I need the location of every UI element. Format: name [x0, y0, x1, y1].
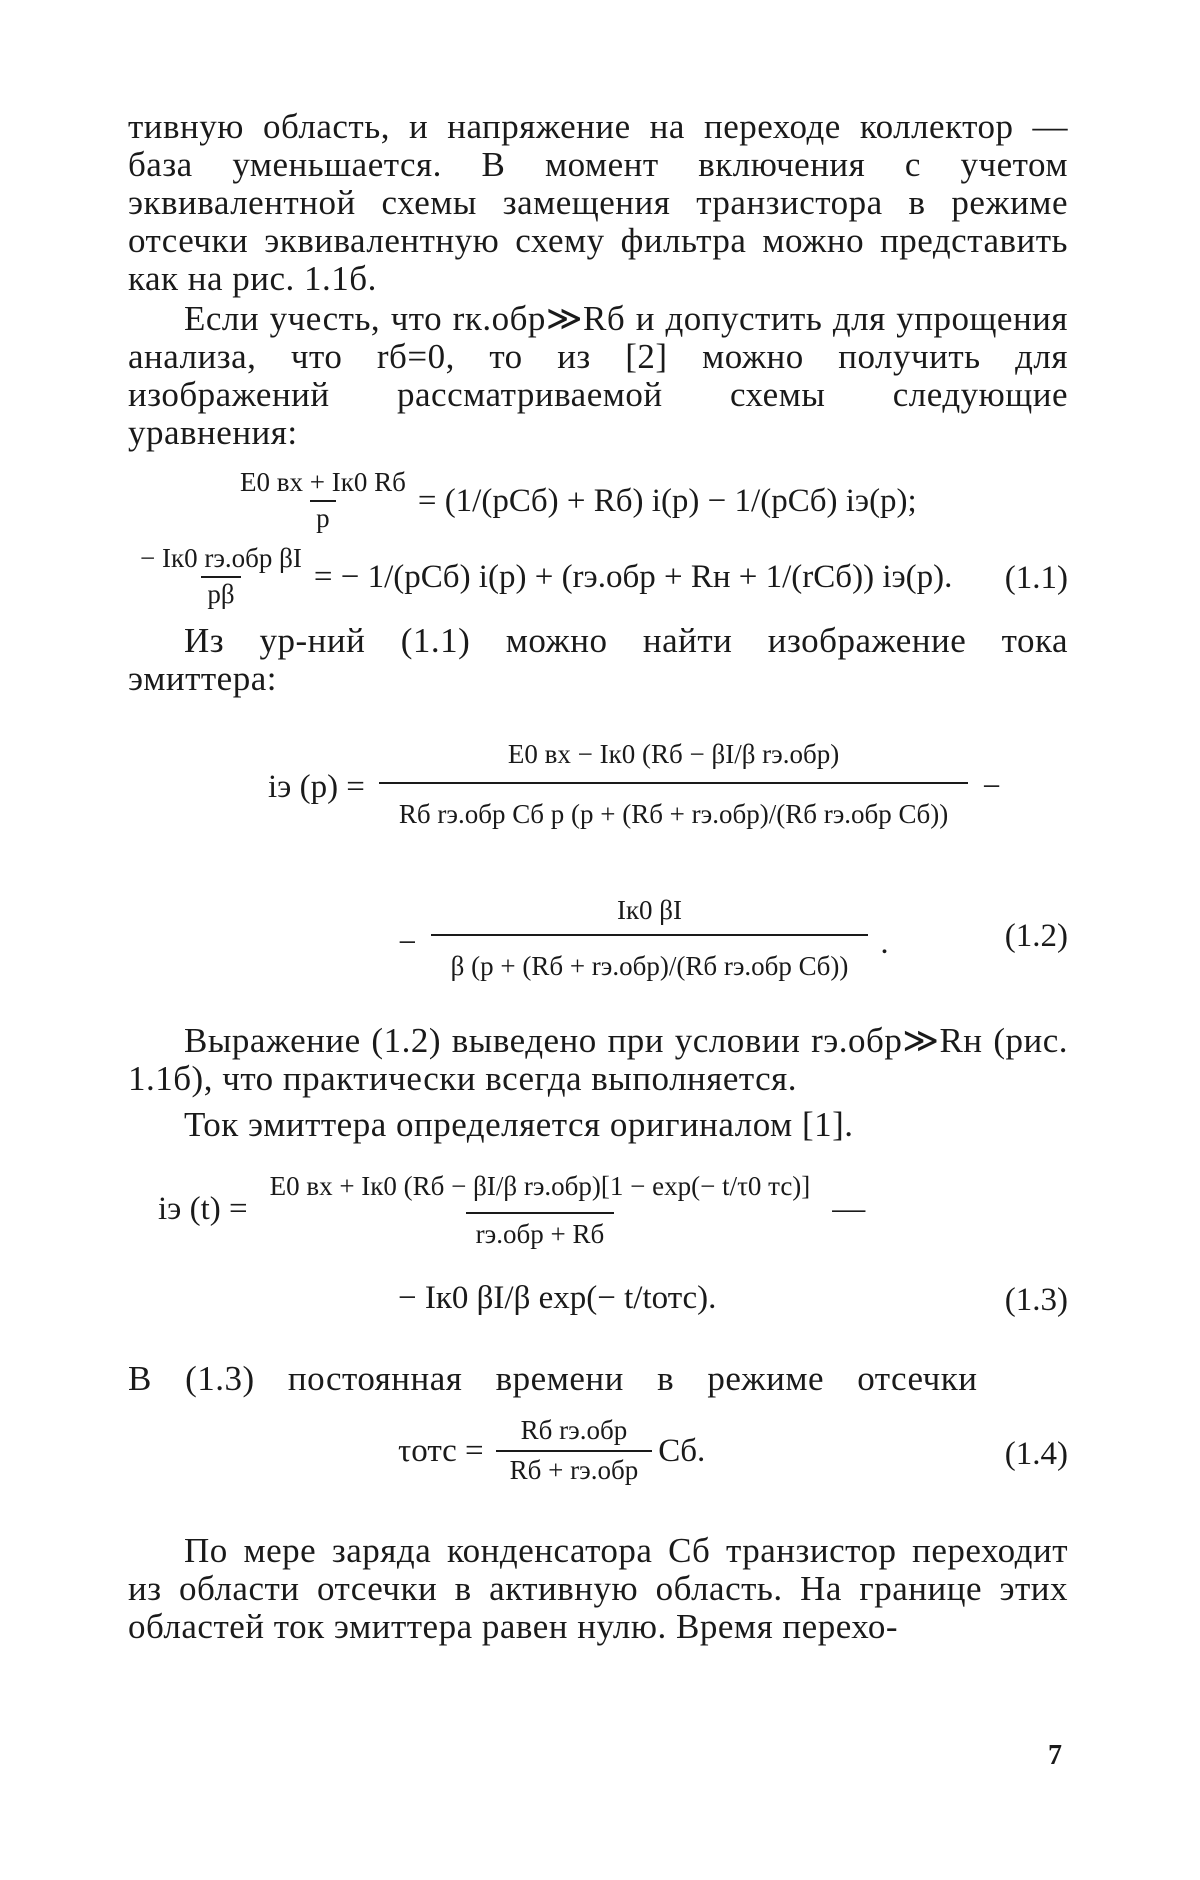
eq-1-4-den: Rб + rэ.обр	[496, 1450, 653, 1490]
page-content	[128, 108, 1068, 1646]
equation-1-2-line-2	[398, 888, 889, 998]
equation-1-3-line-1	[158, 1162, 865, 1256]
eq-1-4-lhs: τотс =	[398, 1432, 484, 1469]
eq-1-1-lhs-fraction	[234, 466, 412, 536]
eq-1-2-term-2-den: β (p + (Rб + rэ.обр)/(Rб rэ.обр Cб))	[431, 934, 869, 998]
eq-1-4-fraction	[496, 1412, 653, 1490]
paragraph-6: В (1.3) постоянная времени в режиме отсечки	[128, 1359, 978, 1398]
equation-number-1-1: (1.1)	[1004, 560, 1068, 596]
eq-1-1-line-1-rhs: = (1/(pCб) + Rб) i(p) − 1/(pCб) iэ(p);	[417, 482, 917, 519]
minus-sign-2: −	[398, 924, 417, 961]
equation-number-1-3: (1.3)	[1004, 1282, 1068, 1318]
equation-number-1-2: (1.2)	[1004, 918, 1068, 954]
eq-1-3-fraction	[260, 1162, 821, 1256]
equation-1-1-line-1	[228, 466, 917, 536]
minus-sign-3: —	[832, 1190, 866, 1227]
eq-1-1-line-2-lhs-num: − Iк0 rэ.обр βI	[140, 543, 302, 573]
equation-1-4-line	[398, 1412, 705, 1490]
eq-1-1-line-2-lhs-den: pβ	[201, 576, 240, 612]
eq-1-1-line-2-rhs: = − 1/(pCб) i(p) + (rэ.обр + Rн + 1/(rCб)) iэ(p).	[313, 558, 953, 595]
equation-1-3	[128, 1154, 1068, 1344]
equation-1-1	[128, 460, 1068, 610]
paragraph-7: По мере заряда конденсатора Cб транзистор переходит из области отсечки в активную область. На границе этих областей ток эмиттера равен нулю. Время перехо-	[128, 1531, 1068, 1646]
paragraph-1: тивную область, и напряжение на переходе коллектор — база уменьшается. В момент включения с учетом эквивалентной схемы замещения транзистора в режиме отсечки эквивалентную схему фильтра можно представить как на рис. 1.1б.	[128, 107, 1068, 298]
eq-1-3-num: E0 вх + Iк0 (Rб − βI/β rэ.обр)[1 − exp(− t/τ0 тс)]	[269, 1171, 811, 1201]
eq-1-2-term-1-num: E0 вх − Iк0 (Rб − βI/β rэ.обр)	[507, 739, 840, 769]
period: .	[880, 924, 889, 961]
eq-1-2-term-2	[431, 888, 869, 998]
eq-1-2-term-1-den: Rб rэ.обр Cб p (p + (Rб + rэ.обр)/(Rб rэ.обр Cб))	[379, 782, 968, 846]
eq-1-4-tail: Cб.	[658, 1432, 706, 1469]
paragraph-4: Выражение (1.2) выведено при условии rэ.обр≫Rн (рис. 1.1б), что практически всегда выполняется.	[128, 1021, 1068, 1098]
eq-1-1-lhs-num: E0 вх + Iк0 Rб	[240, 467, 406, 497]
eq-1-3-den: rэ.обр + Rб	[466, 1212, 615, 1256]
equation-1-4	[128, 1406, 1068, 1506]
page-number: 7	[1048, 1740, 1062, 1771]
equation-number-1-4: (1.4)	[1004, 1436, 1068, 1472]
equation-1-2-line-1	[268, 728, 1001, 846]
eq-1-2-lhs: iэ (p) =	[268, 768, 365, 805]
eq-1-4-num: Rб rэ.обр	[520, 1415, 628, 1445]
eq-1-3-lhs: iэ (t) =	[158, 1190, 248, 1227]
eq-1-2-term-2-num: Iк0 βI	[616, 895, 683, 925]
eq-1-2-term-1	[379, 728, 968, 846]
minus-sign: −	[982, 768, 1001, 805]
equation-1-3-line-2: − Iк0 βI/β exp(− t/tотс).	[398, 1280, 717, 1316]
eq-1-1-line-2-lhs-fraction	[134, 542, 308, 612]
paragraph-3: Из ур-ний (1.1) можно найти изображение тока эмиттера:	[128, 621, 1068, 698]
paragraph-5: Ток эмиттера определяется оригиналом [1].	[184, 1105, 854, 1144]
eq-1-1-lhs-den: p	[310, 500, 336, 536]
equation-1-2	[128, 708, 1068, 1008]
equation-1-1-line-2	[128, 542, 952, 612]
paragraph-2: Если учесть, что rк.обр≫Rб и допустить для упрощения анализа, что rб=0, то из [2] можно получить для изображений рассматриваемой схемы следующие уравнения:	[128, 299, 1068, 452]
